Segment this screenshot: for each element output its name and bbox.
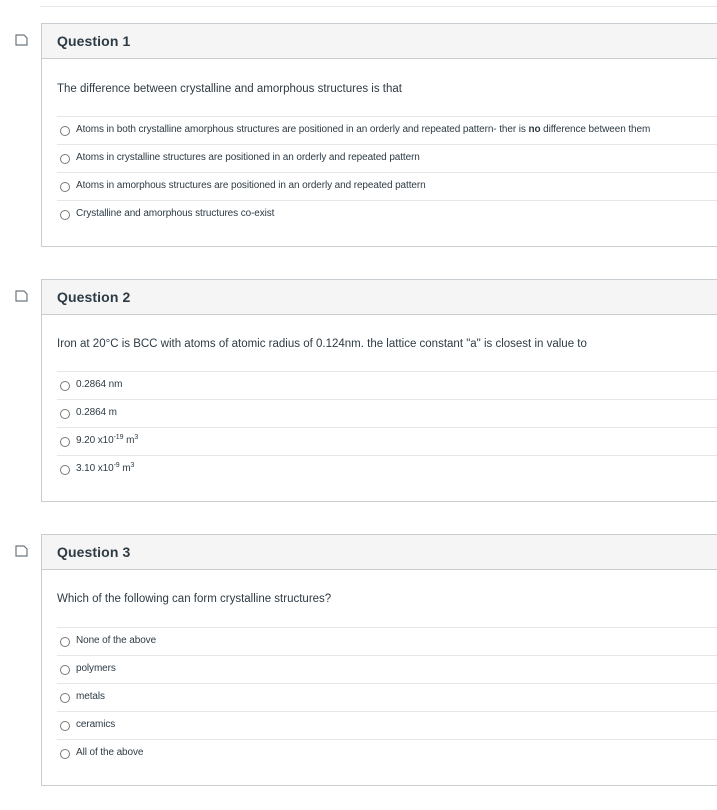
radio-button[interactable] xyxy=(60,665,70,675)
radio-button[interactable] xyxy=(60,437,70,447)
answer-option[interactable] xyxy=(57,200,717,228)
question-header xyxy=(42,280,717,315)
radio-button[interactable] xyxy=(60,381,70,391)
answer-option[interactable] xyxy=(57,427,717,455)
question-card-1 xyxy=(41,23,717,247)
flag-icon[interactable] xyxy=(15,290,29,302)
answer-option[interactable] xyxy=(57,116,717,144)
radio-button[interactable] xyxy=(60,721,70,731)
radio-button[interactable] xyxy=(60,465,70,475)
answer-label: polymers xyxy=(76,663,116,674)
question-text: The difference between crystalline and amorphous structures is that xyxy=(57,83,402,95)
answer-option[interactable] xyxy=(57,683,717,711)
radio-button[interactable] xyxy=(60,693,70,703)
question-card-2 xyxy=(41,279,717,502)
answer-list xyxy=(57,116,717,228)
question-header xyxy=(42,535,717,570)
question-title: Question 1 xyxy=(57,33,131,49)
answer-label: metals xyxy=(76,691,105,702)
answer-label: 9.20 $x10^{-19}$ $m^3$ xyxy=(76,434,139,446)
radio-button[interactable] xyxy=(60,154,70,164)
answer-label: Atoms in amorphous structures are positioned in an orderly and repeated pattern xyxy=(76,180,426,191)
question-text: Iron at 20°C is BCC with atoms of atomic radius of 0.124nm. the lattice constant "a" is closest in value to xyxy=(57,338,587,350)
flag-icon[interactable] xyxy=(15,34,29,46)
answer-list xyxy=(57,371,717,483)
answer-option[interactable] xyxy=(57,371,717,399)
radio-button[interactable] xyxy=(60,749,70,759)
question-text: Which of the following can form crystalline structures? xyxy=(57,593,332,605)
answer-label: Atoms in both crystalline amorphous structures are positioned in an orderly and repeated pattern- ther is no difference between them xyxy=(76,124,651,135)
answer-label: Crystalline and amorphous structures co-exist xyxy=(76,208,275,219)
answer-label: 3.10 $x10^{-9}$ $m^3$ xyxy=(76,462,135,474)
flag-icon[interactable] xyxy=(15,545,29,557)
answer-label: 0.2864 m xyxy=(76,407,117,418)
answer-list xyxy=(57,627,717,767)
question-card-3 xyxy=(41,534,717,786)
radio-button[interactable] xyxy=(60,126,70,136)
question-title: Question 2 xyxy=(57,289,131,305)
radio-button[interactable] xyxy=(60,409,70,419)
answer-option[interactable] xyxy=(57,172,717,200)
radio-button[interactable] xyxy=(60,210,70,220)
answer-option[interactable] xyxy=(57,455,717,483)
answer-option[interactable] xyxy=(57,144,717,172)
answer-option[interactable] xyxy=(57,399,717,427)
question-header xyxy=(42,24,717,59)
answer-option[interactable] xyxy=(57,655,717,683)
top-divider xyxy=(40,6,717,7)
answer-label: Atoms in crystalline structures are positioned in an orderly and repeated pattern xyxy=(76,152,420,163)
answer-option[interactable] xyxy=(57,711,717,739)
question-title: Question 3 xyxy=(57,544,131,560)
answer-label: ceramics xyxy=(76,719,116,730)
answer-option[interactable] xyxy=(57,739,717,767)
radio-button[interactable] xyxy=(60,182,70,192)
answer-label: 0.2864 nm xyxy=(76,379,123,390)
answer-label: All of the above xyxy=(76,747,144,758)
answer-option[interactable] xyxy=(57,627,717,655)
radio-button[interactable] xyxy=(60,637,70,647)
answer-label: None of the above xyxy=(76,635,157,646)
